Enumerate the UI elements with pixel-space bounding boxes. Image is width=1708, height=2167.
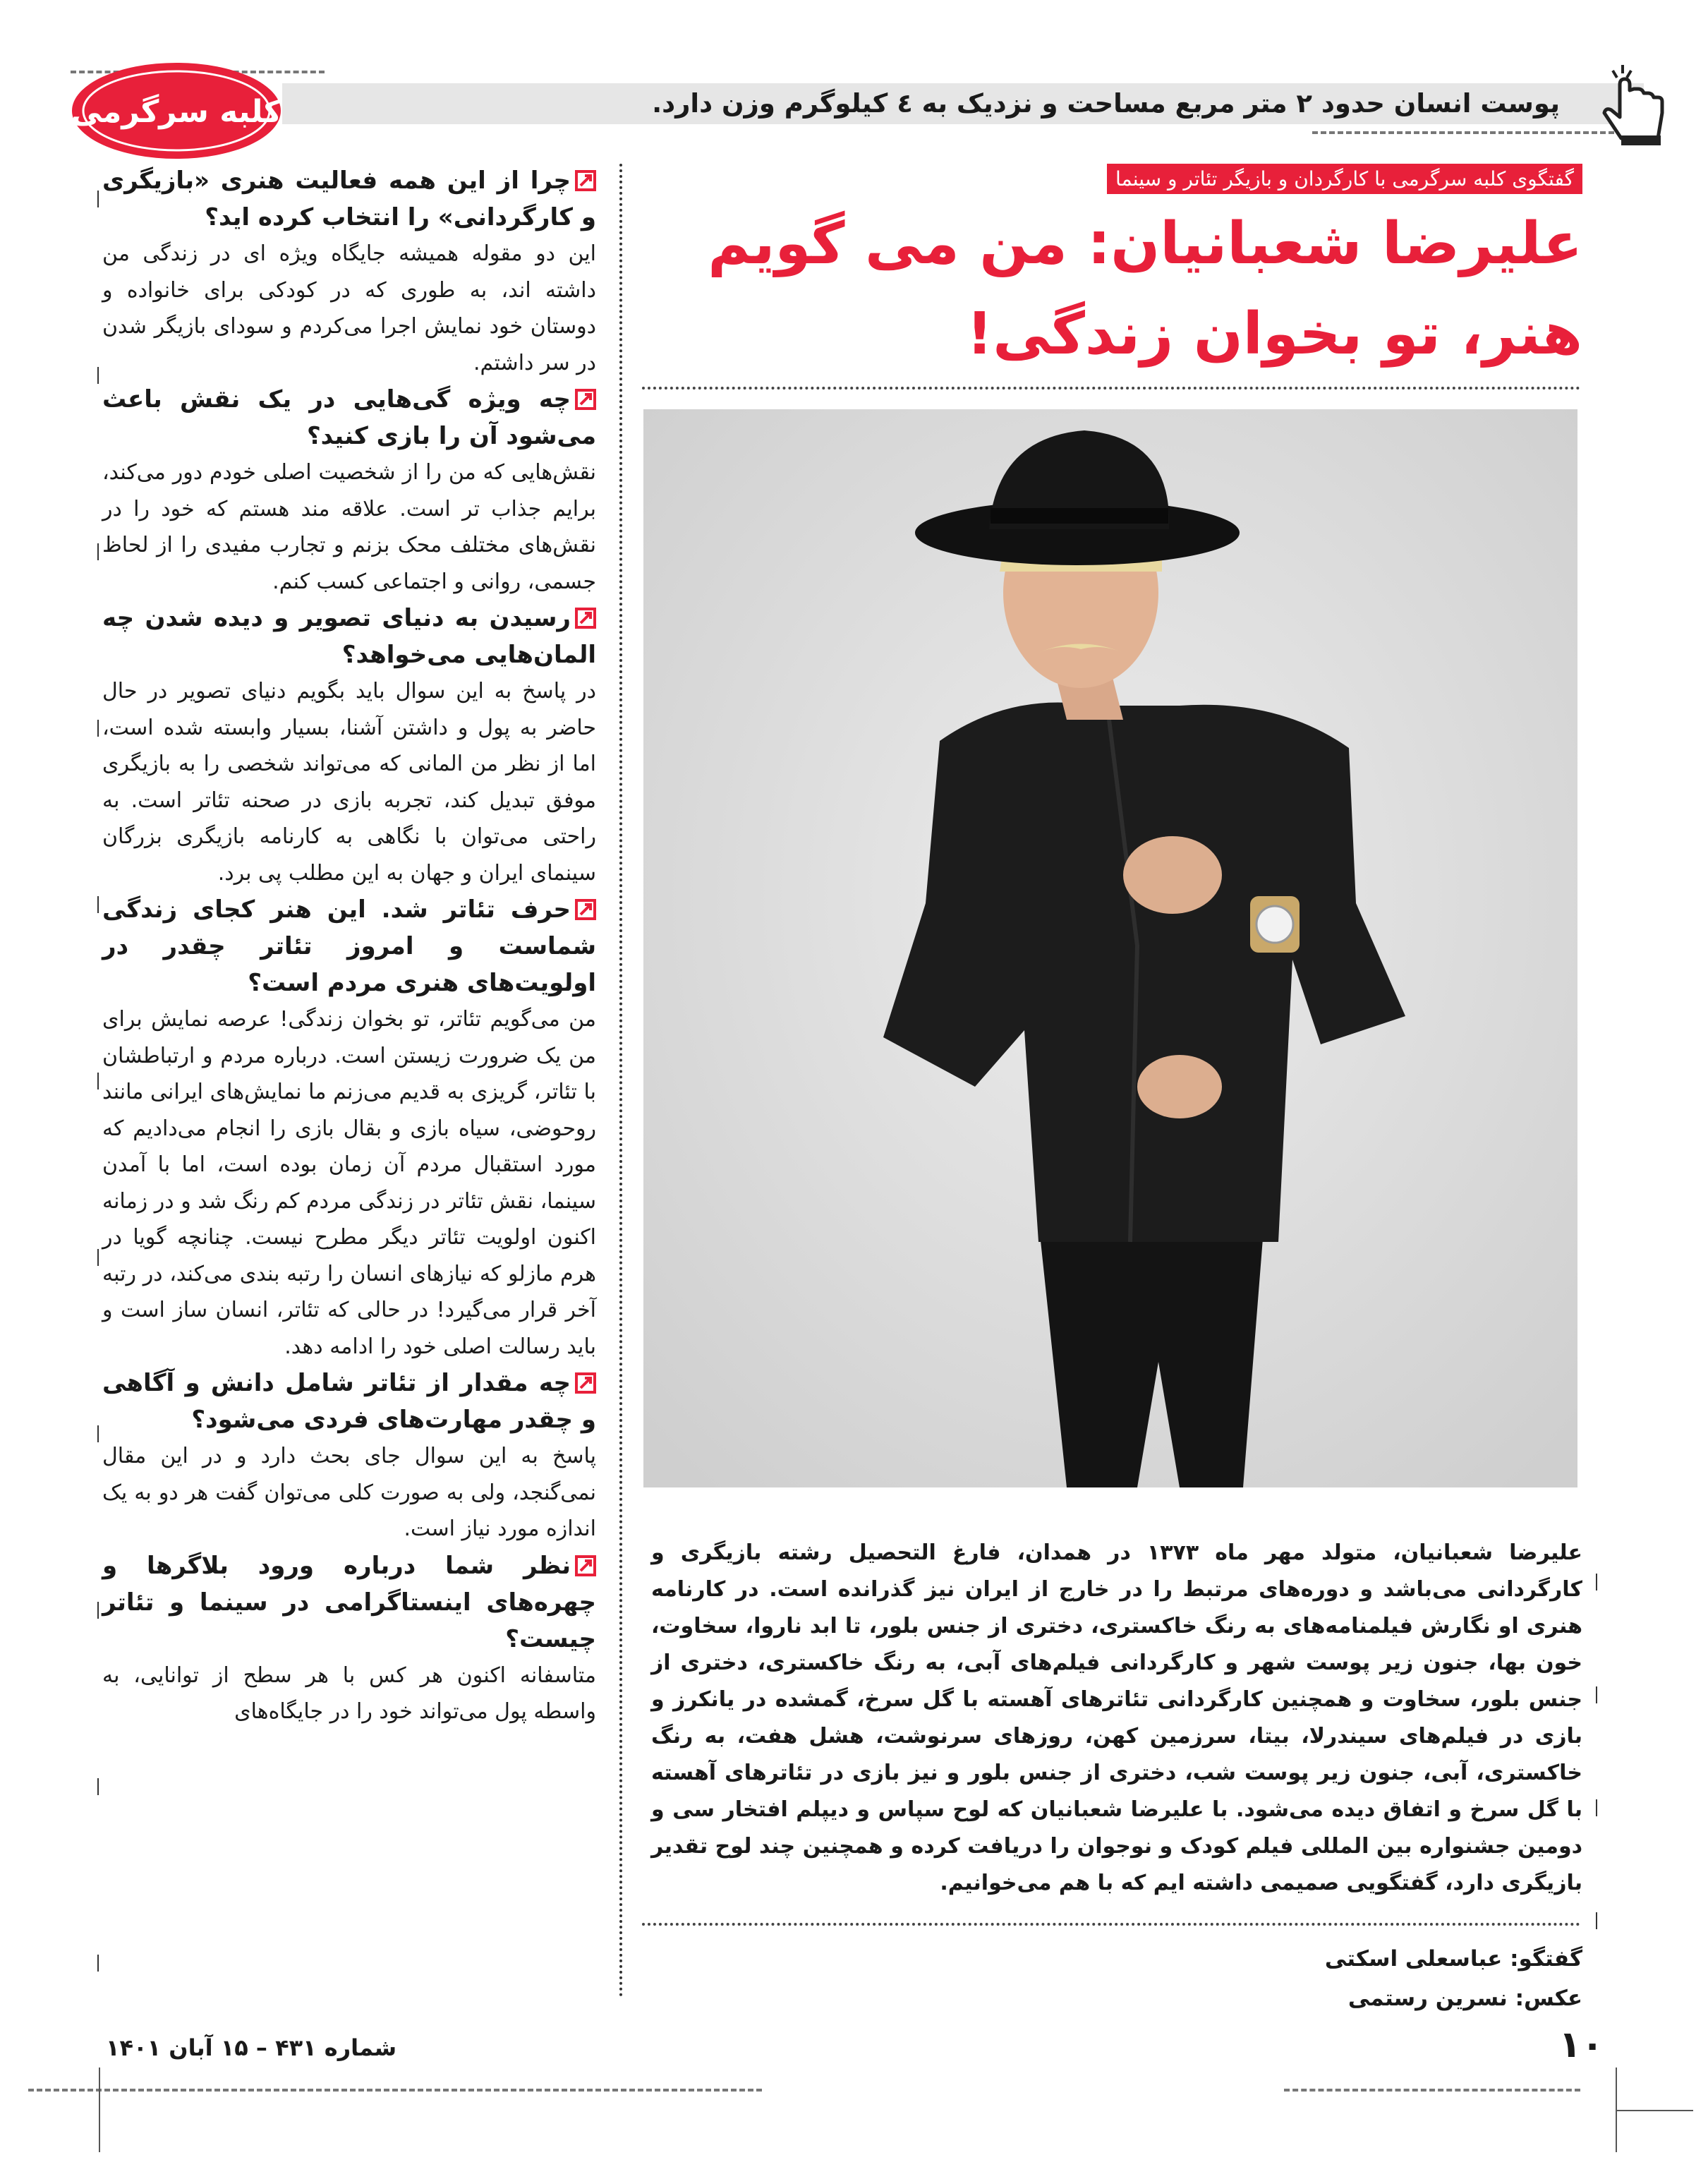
margin-tick	[97, 1778, 99, 1795]
qa-item	[102, 600, 596, 891]
qa-item	[102, 1365, 596, 1547]
interviewer-credit: گفتگو: عباسعلی اسکتی	[1324, 1946, 1582, 1972]
headline	[665, 199, 1582, 380]
crop-mark	[99, 2068, 100, 2152]
question	[102, 1547, 596, 1658]
question-marker-icon	[575, 384, 596, 405]
page-number: ۱۰	[1558, 2024, 1604, 2066]
column-divider	[619, 164, 622, 1998]
question	[102, 1365, 596, 1438]
intro-bio: علیرضا شعبانیان، متولد مهر ماه ۱۳۷۳ در همدان، فارغ التحصیل رشته بازیگری و کارگردانی می‌باشد و دوره‌های مرتبط را در خارج از ایران نیز گذرانده است. در کارنامه هنری او نگارش فیلمنامه‌های به رنگ خاکستری، دختری از جنس بلور، تا ابد ناروا، سخاوت، خون بها، جنون زیر پوست شهر و کارگردانی فیلم‌های آبی، به رنگ خاکستری، دختری از جنس بلور، سخاوت و همچنین کارگردانی تئاترهای آهسته با گل سرخ، گمشده در یانکرز و بازی در فیلم‌های سیندرلا، بیتا، سرزمین کهن، روزهای سرنوشت، هشل هفت، به رنگ خاکستری، آبی، جنون زیر پوست شب، دختری از جنس بلور و نیز بازی در تئاترهای آهسته با گل سرخ و اتفاق دیده می‌شود. با علیرضا شعبانیان که لوح سپاس و دیپلم افتخار سی و دومین جشنواره بین المللی فیلم کودک و نوجوان را دریافت کرده و همچنین چند لوح تقدیر بازیگری دارد، گفتگویی صمیمی داشته ایم که با هم می‌خوانیم.	[651, 1540, 1582, 1895]
portrait-photo	[643, 409, 1577, 1487]
margin-tick	[1596, 1574, 1597, 1590]
question-text: نظر شما درباره ورود بلاگرها و چهره‌های اینستاگرامی در سینما و تئاتر چیست؟	[102, 1551, 596, 1653]
answer: من می‌گویم تئاتر، تو بخوان زندگی! عرصه نمایش برای من یک ضرورت زیستن است. درباره مردم و ارتباطشان با تئاتر، گریزی به قدیم می‌زنم ما نمایش‌های ایرانی مانند روحوضی، سیاه بازی و بقال بازی را انجام می‌دادیم که مورد استقبال مردم آن زمان بوده است، اما با آمدن سینما، نقش تئاتر در زندگی مردم کم رنگ شد و در زمانه اکنون اولویت تئاتر دیگر مطرح نیست. چنانچه گویا در هرم مازلو که نیازهای انسان را رتبه بندی می‌کند، در رتبه آخر قرار می‌گیرد! در حالی که تئاتر، انسان ساز است و باید رسالت اصلی خود را ادامه دهد.	[102, 1007, 596, 1359]
qa-item	[102, 162, 596, 381]
answer: در پاسخ به این سوال باید بگویم دنیای تصویر در حال حاضر به پول و داشتن آشنا، بسیار وابسته شده است، اما از نظر من المانی که می‌تواند شخصی را به بازیگری موفق تبدیل کند، تجربه بازی در صحنه تئاتر است. به راحتی می‌توان با نگاهی به کارنامه بازیگری بزرگان سینمای ایران و جهان به این مطلب پی برد.	[102, 679, 596, 886]
question-text: حرف تئاتر شد. این هنر کجای زندگی شماست و امروز تئاتر چقدر در اولویت‌های هنری مردم است؟	[102, 895, 596, 997]
issue-info: شماره ۴۳۱ – ۱۵ آبان ۱۴۰۱	[106, 2034, 397, 2061]
question-text: چرا از این همه فعالیت هنری «بازیگری و کارگردانی» را انتخاب کرده اید؟	[102, 167, 596, 231]
question-text: چه ویژه گی‌هایی در یک نقش باعث می‌شود آن را بازی کنید؟	[102, 385, 596, 450]
margin-tick	[97, 543, 99, 560]
margin-tick	[97, 1955, 99, 1972]
answer: پاسخ به این سوال جای بحث دارد و در این مقال نمی‌گنجد، ولی به صورت کلی می‌توان گفت هر دو به یک اندازه مورد نیاز است.	[102, 1444, 596, 1541]
headline-line-1: علیرضا شعبانیان: من می گویم	[708, 210, 1582, 277]
margin-tick	[1596, 1799, 1597, 1816]
top-dashed-rule-right	[1312, 131, 1623, 134]
margin-tick	[97, 1249, 99, 1266]
svg-text:کلبه سرگرمی: کلبه سرگرمی	[71, 94, 282, 130]
question	[102, 381, 596, 454]
margin-tick	[1596, 1686, 1597, 1703]
answer: نقش‌هایی که من را از شخصیت اصلی خودم دور می‌کند، برایم جذاب تر است. علاقه مند هستم که خود را در نقش‌های مختلف محک بزنم و تجارب مفیدی را از لحاظ جسمی، روانی و اجتماعی کسب کنم.	[102, 460, 596, 594]
interview-column	[102, 162, 596, 1730]
qa-item	[102, 381, 596, 600]
margin-tick	[97, 367, 99, 384]
bio-divider	[642, 1923, 1580, 1926]
question-marker-icon	[575, 1368, 596, 1389]
magazine-logo	[71, 53, 289, 162]
question-text: چه مقدار از تئاتر شامل دانش و آگاهی و چقدر مهارت‌های فردی می‌شود؟	[102, 1369, 596, 1434]
question-text: رسیدن به دنیای تصویر و دیده شدن چه المان‌هایی می‌خواهد؟	[102, 604, 596, 669]
question-marker-icon	[575, 894, 596, 915]
answer: متاسفانه اکنون هر کس با هر سطح از توانایی، به واسطه پول می‌تواند خود را در جایگاه‌های	[102, 1662, 596, 1724]
qa-item	[102, 891, 596, 1365]
kicker-label: گفتگوی کلبه سرگرمی با کارگردان و بازیگر تئاتر و سینما	[1107, 164, 1582, 194]
margin-tick	[97, 1073, 99, 1089]
margin-tick	[97, 720, 99, 737]
question-marker-icon	[575, 165, 596, 186]
margin-tick	[97, 191, 99, 207]
margin-tick	[1596, 1912, 1597, 1929]
crop-mark	[1616, 2110, 1693, 2111]
bottom-dashed-rule-right	[1284, 2089, 1580, 2091]
question-marker-icon	[575, 1550, 596, 1571]
pointing-hand-icon	[1585, 56, 1680, 152]
question	[102, 600, 596, 673]
credits	[651, 1939, 1582, 2018]
question	[102, 162, 596, 236]
margin-tick	[97, 1602, 99, 1619]
title-divider	[642, 387, 1580, 390]
margin-tick	[97, 896, 99, 913]
headline-line-2: هنر، تو بخوان زندگی!	[966, 301, 1582, 368]
bottom-dashed-rule-left	[28, 2089, 762, 2091]
question	[102, 891, 596, 1001]
photographer-credit: عکس: نسرین رستمی	[1347, 1986, 1582, 2011]
qa-item	[102, 1547, 596, 1730]
fact-text: پوست انسان حدود ۲ متر مربع مساحت و نزدیک به ٤ کیلوگرم وزن دارد.	[652, 88, 1560, 119]
margin-tick	[97, 1425, 99, 1442]
question-marker-icon	[575, 603, 596, 624]
answer: این دو مقوله همیشه جایگاه ویژه ای در زندگی من داشته اند، به طوری که در کودکی برای خانواده و دوستان خود نمایش اجرا می‌کردم و سودای بازیگر شدن در سر داشتم.	[102, 241, 596, 375]
